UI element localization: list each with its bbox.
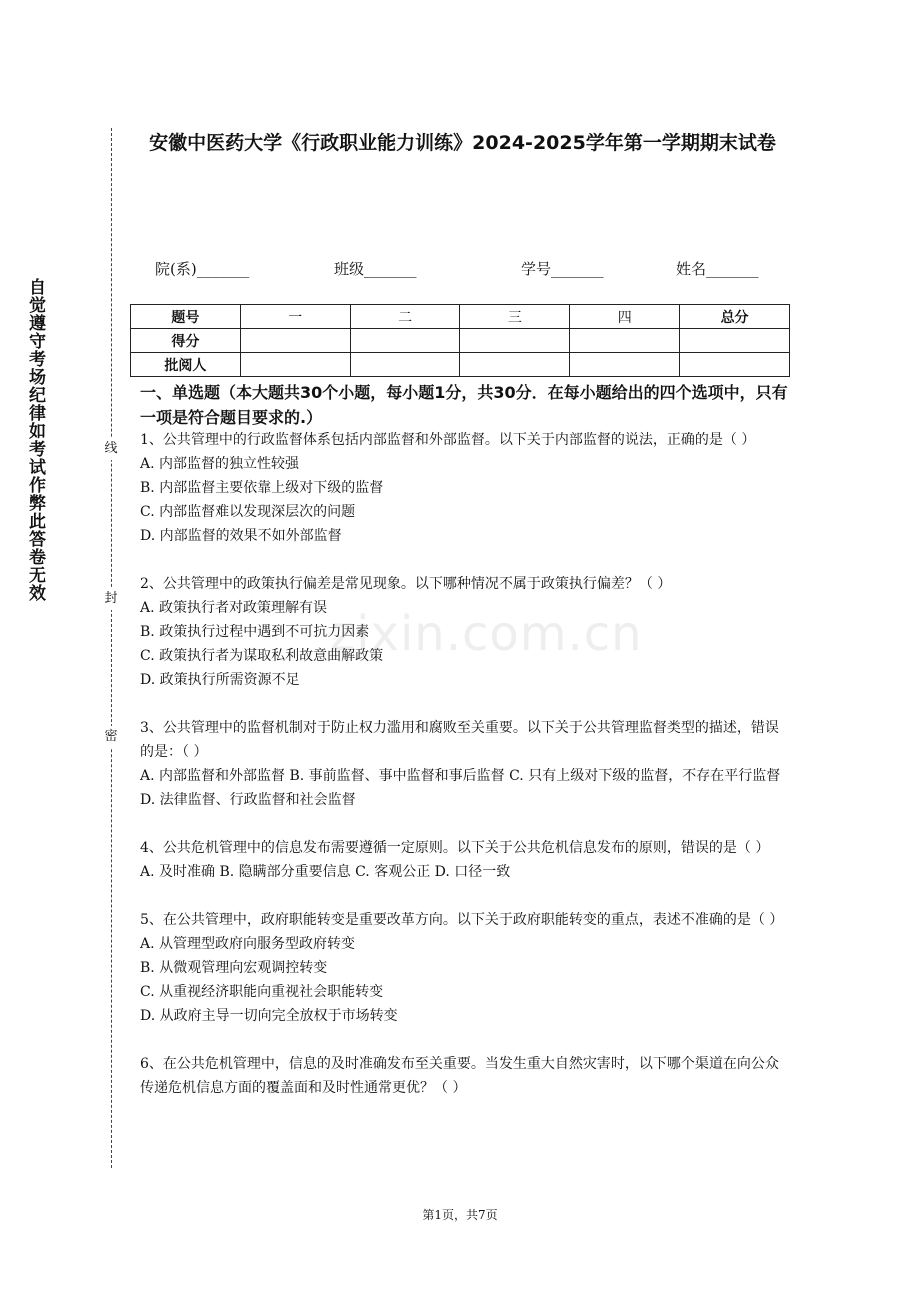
question-option: A. 及时准确 B. 隐瞒部分重要信息 C. 客观公正 D. 口径一致 <box>140 864 511 880</box>
binding-dashed-line <box>111 128 112 1168</box>
score-input-cell[interactable] <box>680 329 790 353</box>
question-option: A. 内部监督和外部监督 B. 事前监督、事中监督和事后监督 C. 只有上级对下级的监督，不存在平行监督 D. 法律监督、行政监督和社会监督 <box>140 768 781 808</box>
question-item <box>140 716 788 812</box>
department-field[interactable]: 院(系)_______ <box>155 260 250 278</box>
question-option: B. 从微观管理向宏观调控转变 <box>140 960 328 976</box>
class-field[interactable]: 班级_______ <box>334 260 417 278</box>
binding-mark-seal: 封 <box>103 588 119 610</box>
question-option: A. 政策执行者对政策理解有误 <box>140 600 328 616</box>
question-stem: 1、公共管理中的行政监督体系包括内部监督和外部监督。以下关于内部监督的说法，正确的是（ ） <box>140 432 756 448</box>
question-option: A. 内部监督的独立性较强 <box>140 456 300 472</box>
score-input-cell[interactable] <box>570 329 680 353</box>
question-list <box>140 428 788 1124</box>
question-option: B. 内部监督主要依靠上级对下级的监督 <box>140 480 384 496</box>
table-cell: 三 <box>460 305 570 329</box>
name-field[interactable]: 姓名_______ <box>676 260 759 278</box>
table-cell: 题号 <box>131 305 241 329</box>
binding-mark-line: 线 <box>103 438 119 460</box>
question-stem: 2、公共管理中的政策执行偏差是常见现象。以下哪种情况不属于政策执行偏差？（ ） <box>140 576 672 592</box>
section-heading: 一、单选题（本大题共30个小题，每小题1分，共30分．在每小题给出的四个选项中，只有一项是符合题目要求的.） <box>140 383 788 427</box>
score-table <box>130 304 790 377</box>
site-watermark: zixin.com.cn <box>330 606 643 662</box>
grader-input-cell[interactable] <box>680 353 790 377</box>
binding-mark-secret: 密 <box>103 726 119 748</box>
question-option: D. 内部监督的效果不如外部监督 <box>140 528 342 544</box>
grader-input-cell[interactable] <box>240 353 350 377</box>
question-item <box>140 836 788 884</box>
question-item <box>140 428 788 548</box>
question-option: D. 政策执行所需资源不足 <box>140 672 300 688</box>
page-number: 第1页，共7页 <box>422 1208 498 1222</box>
question-option: C. 内部监督难以发现深层次的问题 <box>140 504 356 520</box>
score-input-cell[interactable] <box>460 329 570 353</box>
question-stem: 3、公共管理中的监督机制对于防止权力滥用和腐败至关重要。以下关于公共管理监督类型的描述，错误的是：（ ） <box>140 720 779 760</box>
question-option: D. 从政府主导一切向完全放权于市场转变 <box>140 1008 398 1024</box>
question-stem: 5、在公共管理中，政府职能转变是重要改革方向。以下关于政府职能转变的重点，表述不准确的是（ ） <box>140 912 784 928</box>
question-option: C. 从重视经济职能向重视社会职能转变 <box>140 984 384 1000</box>
exam-title: 安徽中医药大学《行政职业能力训练》2024-2025学年第一学期期末试卷 <box>149 132 776 154</box>
table-cell: 总分 <box>680 305 790 329</box>
question-stem: 6、在公共危机管理中，信息的及时准确发布至关重要。当发生重大自然灾害时，以下哪个渠道在向公众传递危机信息方面的覆盖面和及时性通常更优？（ ） <box>140 1056 779 1096</box>
student-id-field[interactable]: 学号_______ <box>521 260 604 278</box>
question-stem: 4、公共危机管理中的信息发布需要遵循一定原则。以下关于公共危机信息发布的原则，错误的是（ ） <box>140 840 770 856</box>
table-cell: 得分 <box>131 329 241 353</box>
question-option: B. 政策执行过程中遇到不可抗力因素 <box>140 624 370 640</box>
table-cell: 二 <box>350 305 460 329</box>
table-cell: 一 <box>240 305 350 329</box>
grader-input-cell[interactable] <box>350 353 460 377</box>
question-option: C. 政策执行者为谋取私利故意曲解政策 <box>140 648 384 664</box>
score-input-cell[interactable] <box>240 329 350 353</box>
question-item <box>140 908 788 1028</box>
grader-input-cell[interactable] <box>460 353 570 377</box>
question-option: A. 从管理型政府向服务型政府转变 <box>140 936 356 952</box>
grader-row <box>131 353 790 377</box>
score-table-header-row <box>131 305 790 329</box>
grader-input-cell[interactable] <box>570 353 680 377</box>
table-cell: 四 <box>570 305 680 329</box>
question-item <box>140 1052 788 1100</box>
score-row <box>131 329 790 353</box>
score-input-cell[interactable] <box>350 329 460 353</box>
exam-rules-warning: 自觉遵守考场纪律如考试作弊此答卷无效 <box>25 278 45 602</box>
table-cell: 批阅人 <box>131 353 241 377</box>
